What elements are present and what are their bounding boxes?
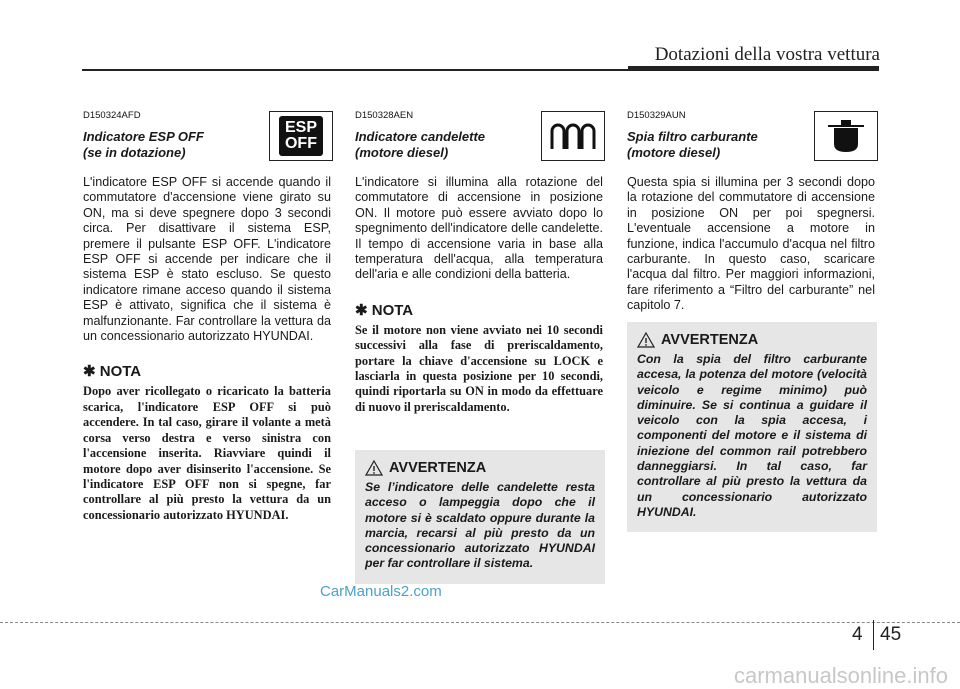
section-code: D150329AUN <box>627 110 686 121</box>
section-code: D150328AEN <box>355 110 414 121</box>
section-title-line2: (motore diesel) <box>627 145 721 160</box>
nota-heading: ✱ NOTA <box>355 301 414 319</box>
glow-plug-icon <box>541 111 605 161</box>
warning-title: AVVERTENZA <box>661 332 759 348</box>
warning-heading <box>637 332 867 348</box>
section-esp-off <box>83 110 331 523</box>
section-title-line2: (se in dotazione) <box>83 145 186 160</box>
warning-triangle-icon <box>365 460 383 476</box>
nota-title: NOTA <box>99 363 142 381</box>
esp-icon-text-1: ESP <box>284 119 317 136</box>
footer-rule <box>0 622 960 623</box>
section-body: L'indicatore ESP OFF si accende quando il commutatore d'accensione viene girato su ON, ma si deve spegnere dopo 3 secondi circa. Per disattivare il sistema ESP, premere il pulsante ESP OFF. L'indicatore ESP OFF si accende per indicare che il sistema ESP è stato escluso. Se questo indicatore rimane acceso quando il sistema ESP è attivato, significa che il sistema è malfunzionante. Far controllare la vettura da un concessionario autorizzato HYUNDAI. <box>83 175 331 344</box>
esp-icon-text-2: OFF <box>284 135 317 152</box>
warning-triangle-icon <box>637 332 655 348</box>
section-code: D150324AFD <box>83 110 141 121</box>
bottom-watermark: carmanualsonline.info <box>733 663 948 688</box>
site-watermark[interactable]: CarManuals2.com <box>320 583 442 600</box>
header-rule-accent <box>628 66 879 71</box>
section-title-line1: Spia filtro carburante <box>627 129 758 144</box>
page-number: 45 <box>880 624 902 645</box>
nota-text: Dopo aver ricollegato o ricaricato la batteria scarica, l'indicatore ESP OFF si può accendere. In tal caso, girare il volante a metà corsa verso destra e verso sinistra con l'accensione inserita. Riavviare quindi il motore dopo aver disinserito l'accensione. Se l'indicatore ESP OFF non si spegne, far controllare al più presto la vettura da un concessionario autorizzato HYUNDAI. <box>83 384 331 522</box>
nota-title: NOTA <box>371 301 414 319</box>
section-body: Questa spia si illumina per 3 secondi dopo la rotazione del commutatore di accensione in posizione ON per poi spegnersi. L'eventuale accensione a motore in funzione, indica l'accumulo d'acqua nel filtro carburante. In questo caso, scaricare l'acqua dal filtro. Per maggiori informazioni, fare riferimento a “Filtro del carburante” nel capitolo 7. <box>627 175 875 313</box>
warning-box-glow-plug <box>355 450 605 584</box>
warning-box-fuel-filter <box>627 322 877 532</box>
section-title-line1: Indicatore ESP OFF <box>83 129 204 144</box>
page-header-title: Dotazioni della vostra vettura <box>654 44 880 65</box>
warning-text: Con la spia del filtro carburante accesa, la potenza del motore (velocità veicolo e regime minimo) può diminuire. Se si continua a guidare il veicolo con la spia accesa, i componenti del motore e il sistema di iniezione del common rail potrebbero danneggiarsi. In tal caso, far controllare al più presto la vettura da un concessionario autorizzato HYUNDAI. <box>637 352 867 519</box>
warning-title: AVVERTENZA <box>389 460 487 476</box>
page-number-separator <box>873 620 874 650</box>
warning-heading <box>365 460 595 476</box>
fuel-filter-icon <box>814 111 878 161</box>
chapter-number: 4 <box>852 624 863 645</box>
nota-text: Se il motore non viene avviato nei 10 secondi successivi alla fase di preriscaldamento, portare la chiave d'accensione su LOCK e lasciarla in questa posizione per 10 secondi, quindi riportarla su ON in modo da effettuare di nuovo il preriscaldamento. <box>355 322 603 414</box>
section-title-line2: (motore diesel) <box>355 145 449 160</box>
section-title-line1: Indicatore candelette <box>355 129 486 144</box>
warning-text: Se l’indicatore delle candelette resta acceso o lampeggia dopo che il motore si è scaldato oppure durante la marcia, recarsi al più presto da un concessionario autorizzato HYUNDAI per far controllare il sistema. <box>365 480 595 571</box>
esp-off-icon <box>269 111 333 161</box>
nota-heading: ✱ NOTA <box>83 363 142 381</box>
section-body: L'indicatore si illumina alla rotazione del commutatore di accensione in posizione ON. Il motore può essere avviato dopo lo spegnimento dell'indicatore delle candelette. Il tempo di accensione varia in base alla temperatura dell'acqua, alla temperatura dell'aria e alle condizioni della batteria. <box>355 175 603 282</box>
